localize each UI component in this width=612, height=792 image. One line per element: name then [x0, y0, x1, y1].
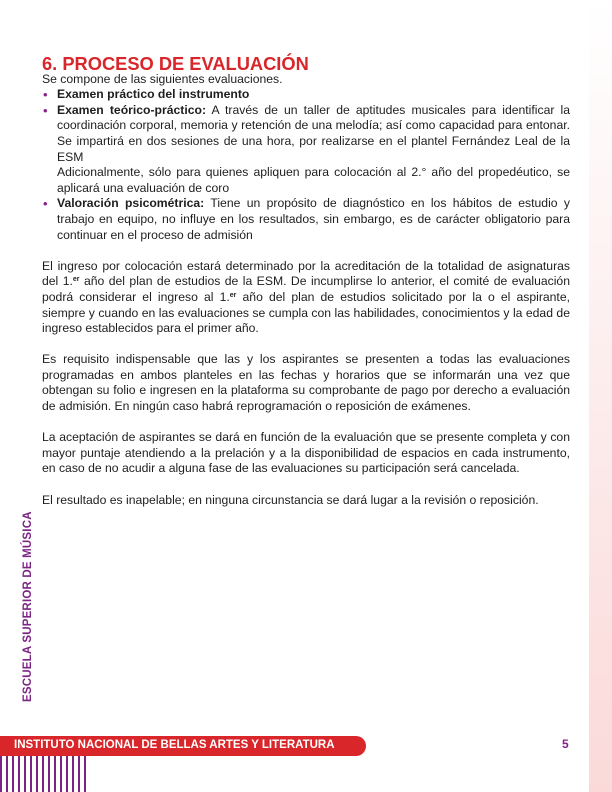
item-title: Valoración psicométrica:: [57, 196, 205, 211]
item-title: Examen práctico del instrumento: [57, 87, 250, 102]
paragraph-requirement: Es requisito indispensable que las y los aspirantes se presenten a todas las evaluaciones programadas en ambos planteles en las fechas y horarios que se informarán una vez que obtengan su folio e ingresen en la plataforma su comprobante de pago por derecho a evaluación de admisión. En ningún caso habrá reprogramación o reposición de exámenes.: [42, 352, 570, 414]
paragraph-acceptance: La aceptación de aspirantes se dará en función de la evaluación que se presente completa y con mayor puntaje atendiendo a la prelación y a la disponibilidad de espacios en cada instrumento, en caso de no acudir a alguna fase de las evaluaciones su participación será cancelada.: [42, 430, 570, 476]
evaluation-list: [42, 87, 570, 243]
list-item: [42, 103, 570, 197]
bullet-icon: •: [43, 87, 48, 103]
ordinal-suffix: er: [72, 276, 80, 284]
bullet-icon: •: [43, 102, 48, 118]
item-text: A través de un taller de aptitudes musicales para identificar la coordinación corporal, memoria y retención de una melodía; así como capacidad para entonar. Se impartirá en dos sesiones de una hora, por realizarse en el plantel Fernández Leal de la ESM: [57, 102, 570, 164]
footer-institution: INSTITUTO NACIONAL DE BELLAS ARTES Y LITERATURA: [14, 739, 335, 751]
ordinal-suffix: er: [229, 291, 237, 299]
page-content: [42, 53, 570, 508]
item-extra-text: Adicionalmente, sólo para quienes apliquen para colocación al 2.° año del propedéutico, se aplicará una evaluación de coro: [57, 165, 570, 195]
page-number: 5: [562, 737, 569, 751]
paragraph-placement: [42, 259, 570, 337]
paragraph-result: El resultado es inapelable; en ninguna circunstancia se dará lugar a la revisión o reposición.: [42, 492, 539, 507]
list-item: [42, 196, 570, 243]
bullet-icon: •: [43, 196, 48, 212]
school-vertical-label: ESCUELA SUPERIOR DE MÚSICA: [22, 511, 34, 702]
section-intro: Se compone de las siguientes evaluaciones.: [42, 71, 283, 86]
list-item: [42, 87, 570, 103]
footer-bar: [0, 736, 366, 756]
decorative-stripes: [0, 756, 90, 792]
paragraph-text: El ingreso por colocación estará determinado por la acreditación de la totalidad de asignaturas del 1.: [42, 258, 570, 289]
decorative-right-band: [589, 0, 612, 792]
item-title: Examen teórico-práctico:: [57, 102, 207, 117]
item-text: Tiene un propósito de diagnóstico en los hábitos de estudio y trabajo en equipo, no influye en los resultados, sin embargo, es de carácter obligatorio para continuar en el proceso de admisión: [57, 196, 570, 242]
paragraph-text: año del plan de estudios solicitado por la o el aspirante, siempre y cuando en las evaluaciones se cumpla con las habilidades, conocimientos y la edad de ingreso establecidos para el primer año.: [42, 289, 570, 336]
paragraph-text: año del plan de estudios de la ESM. De incumplirse lo anterior, el comité de evaluación podrá considerar el ingreso al 1.: [42, 274, 570, 304]
section-title: 6. PROCESO DE EVALUACIÓN: [42, 53, 309, 74]
